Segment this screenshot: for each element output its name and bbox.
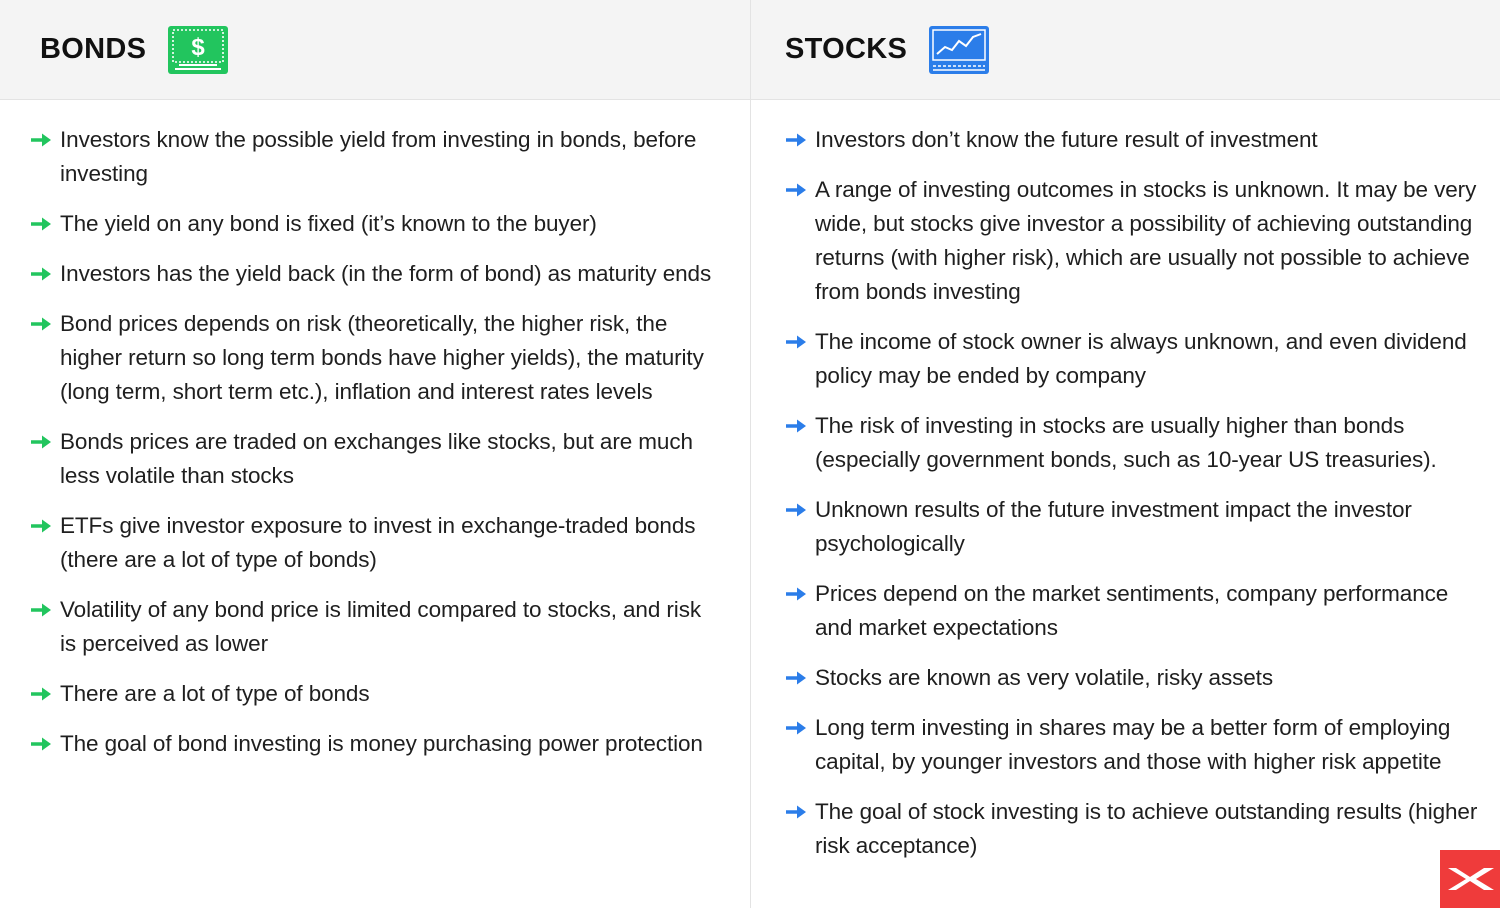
bonds-header <box>0 0 750 100</box>
arrow-right-icon <box>30 602 52 618</box>
stocks-item-text: The risk of investing in stocks are usually higher than bonds (especially government bonds, such as 10-year US treasuries). <box>815 413 1437 472</box>
arrow-right-icon <box>30 736 52 752</box>
bonds-item-text: ETFs give investor exposure to invest in exchange-traded bonds (there are a lot of type of bonds) <box>60 513 696 572</box>
stocks-header <box>751 0 1500 100</box>
bonds-list-item <box>30 123 720 191</box>
stocks-item-text: Prices depend on the market sentiments, company performance and market expectations <box>815 581 1449 640</box>
arrow-right-icon <box>30 316 52 332</box>
stocks-title: STOCKS <box>785 33 908 65</box>
arrow-right-icon <box>785 418 807 434</box>
arrow-right-icon <box>30 266 52 282</box>
bonds-title: BONDS <box>40 33 147 65</box>
arrow-right-icon <box>785 182 807 198</box>
arrow-right-icon <box>30 132 52 148</box>
stock-chart-icon <box>928 25 990 75</box>
bonds-list-item <box>30 509 720 577</box>
stocks-item-text: The income of stock owner is always unknown, and even dividend policy may be ended by company <box>815 329 1467 388</box>
arrow-right-icon <box>785 502 807 518</box>
bonds-list-item <box>30 307 720 409</box>
svg-text:$: $ <box>191 33 205 61</box>
stocks-list-item <box>785 325 1485 393</box>
bonds-list-item <box>30 207 720 241</box>
arrow-right-icon <box>785 670 807 686</box>
bonds-list <box>30 123 720 777</box>
stocks-item-text: Unknown results of the future investment impact the investor psychologically <box>815 497 1412 556</box>
bonds-item-text: There are a lot of type of bonds <box>60 681 370 706</box>
stocks-item-text: A range of investing outcomes in stocks is unknown. It may be very wide, but stocks give investor a possibility of achieving outstanding returns (with higher risk), which are usually not possible to achieve from bonds investing <box>815 177 1477 304</box>
bonds-item-text: Volatility of any bond price is limited compared to stocks, and risk is perceived as lower <box>60 597 701 656</box>
arrow-right-icon <box>785 586 807 602</box>
bonds-item-text: Bond prices depends on risk (theoretically, the higher risk, the higher return so long term bonds have higher yields), the maturity (long term, short term etc.), inflation and interest rates levels <box>60 311 704 404</box>
arrow-right-icon <box>785 804 807 820</box>
stocks-list-item <box>785 711 1485 779</box>
bonds-list-item <box>30 677 720 711</box>
stocks-column <box>751 0 1500 908</box>
bonds-item-text: The yield on any bond is fixed (it’s known to the buyer) <box>60 211 597 236</box>
bonds-list-item <box>30 727 720 761</box>
arrow-right-icon <box>785 720 807 736</box>
stocks-list-item <box>785 493 1485 561</box>
stocks-list-item <box>785 661 1485 695</box>
stocks-item-text: Long term investing in shares may be a better form of employing capital, by younger investors and those with higher risk appetite <box>815 715 1451 774</box>
bonds-item-text: The goal of bond investing is money purchasing power protection <box>60 731 703 756</box>
stocks-item-text: Investors don’t know the future result of investment <box>815 127 1318 152</box>
arrow-right-icon <box>30 434 52 450</box>
arrow-right-icon <box>30 686 52 702</box>
stocks-list-item <box>785 795 1485 863</box>
stocks-list-item <box>785 173 1485 309</box>
stocks-list-item <box>785 577 1485 645</box>
bonds-list-item <box>30 425 720 493</box>
bonds-list-item <box>30 257 720 291</box>
stocks-list-item <box>785 123 1485 157</box>
arrow-right-icon <box>785 334 807 350</box>
arrow-right-icon <box>30 518 52 534</box>
arrow-right-icon <box>785 132 807 148</box>
bonds-item-text: Investors has the yield back (in the form of bond) as maturity ends <box>60 261 712 286</box>
brand-x-logo-icon <box>1440 850 1500 908</box>
stocks-list-item <box>785 409 1485 477</box>
bonds-list-item <box>30 593 720 661</box>
stocks-item-text: Stocks are known as very volatile, risky assets <box>815 665 1273 690</box>
dollar-banknote-icon <box>167 25 229 75</box>
stocks-list <box>785 123 1485 879</box>
bonds-item-text: Investors know the possible yield from investing in bonds, before investing <box>60 127 697 186</box>
arrow-right-icon <box>30 216 52 232</box>
stocks-item-text: The goal of stock investing is to achieve outstanding results (higher risk acceptance) <box>815 799 1478 858</box>
bonds-item-text: Bonds prices are traded on exchanges like stocks, but are much less volatile than stocks <box>60 429 693 488</box>
